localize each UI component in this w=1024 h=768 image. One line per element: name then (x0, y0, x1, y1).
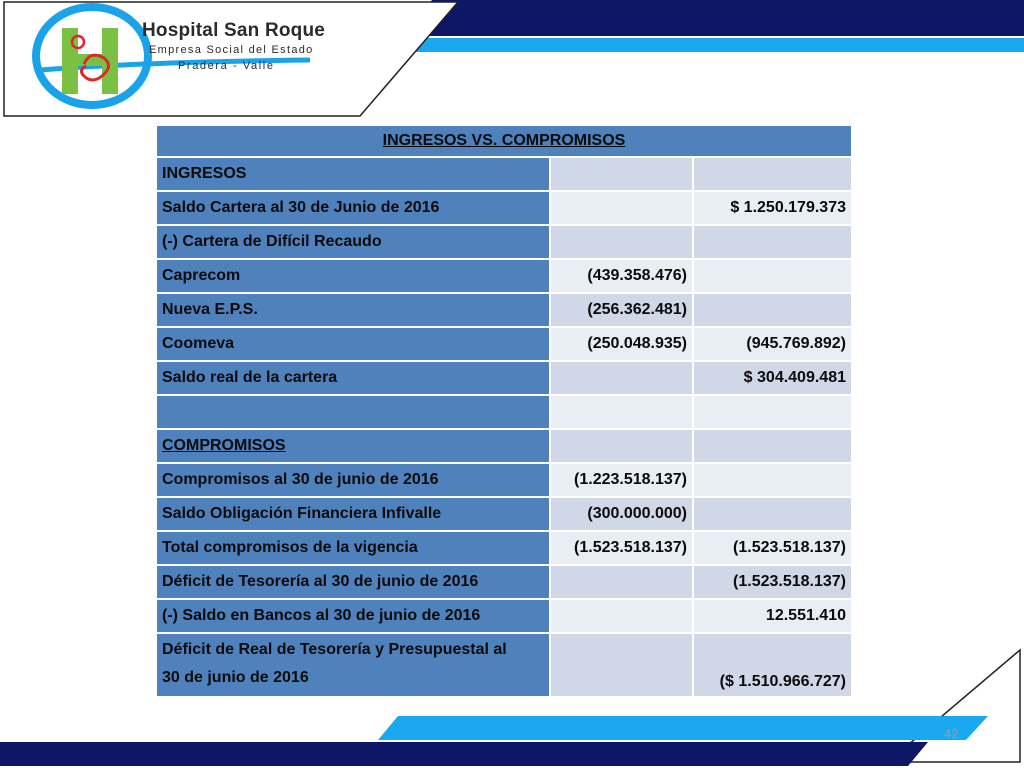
row-label (157, 396, 551, 430)
row-label: Saldo Cartera al 30 de Junio de 2016 (157, 192, 551, 226)
row-value-col1: (1.523.518.137) (551, 532, 694, 566)
row-label: Saldo real de la cartera (157, 362, 551, 396)
table-row (157, 192, 853, 226)
table-row (157, 328, 853, 362)
table-row (157, 260, 853, 294)
row-value-col1 (551, 430, 694, 464)
row-value-col1 (551, 634, 694, 698)
table-row (157, 226, 853, 260)
row-value-col1 (551, 600, 694, 634)
logo-subtitle: Empresa Social del Estado (149, 44, 314, 56)
row-value-col2: (1.523.518.137) (694, 566, 853, 600)
table-row (157, 566, 853, 600)
row-label: Nueva E.P.S. (157, 294, 551, 328)
row-value-col2 (694, 294, 853, 328)
table-row (157, 430, 853, 464)
footer-navy-bar (0, 742, 928, 766)
row-label: Compromisos al 30 de junio de 2016 (157, 464, 551, 498)
row-value-col1 (551, 362, 694, 396)
row-label: Total compromisos de la vigencia (157, 532, 551, 566)
row-value-col2: $ 304.409.481 (694, 362, 853, 396)
row-value-col2 (694, 226, 853, 260)
row-value-col2 (694, 430, 853, 464)
row-value-col2: 12.551.410 (694, 600, 853, 634)
row-label: COMPROMISOS (157, 430, 551, 464)
row-value-col2: $ 1.250.179.373 (694, 192, 853, 226)
row-label: (-) Cartera de Difícil Recaudo (157, 226, 551, 260)
table-title-row (157, 126, 853, 158)
table-title: INGRESOS VS. COMPROMISOS (157, 126, 853, 158)
footer-cyan-bar (378, 716, 988, 740)
table-row (157, 532, 853, 566)
row-label: Déficit de Real de Tesorería y Presupuestal al 30 de junio de 2016 (157, 634, 551, 698)
row-label: Déficit de Tesorería al 30 de junio de 2016 (157, 566, 551, 600)
row-label: Coomeva (157, 328, 551, 362)
table-row (157, 294, 853, 328)
table-row (157, 158, 853, 192)
table-row (157, 498, 853, 532)
header-cyan-bar (388, 38, 1024, 52)
header-navy-bar (400, 0, 1024, 36)
table-row (157, 396, 853, 430)
row-value-col1 (551, 192, 694, 226)
row-value-col2: (1.523.518.137) (694, 532, 853, 566)
row-value-col2 (694, 396, 853, 430)
row-value-col2 (694, 498, 853, 532)
row-value-col1: (250.048.935) (551, 328, 694, 362)
table-row (157, 600, 853, 634)
row-value-col1 (551, 566, 694, 600)
finance-table (157, 126, 853, 698)
table-row (157, 464, 853, 498)
row-label: (-) Saldo en Bancos al 30 de junio de 2016 (157, 600, 551, 634)
row-value-col1 (551, 158, 694, 192)
row-value-col2: (945.769.892) (694, 328, 853, 362)
row-value-col2 (694, 464, 853, 498)
row-value-col1 (551, 396, 694, 430)
row-value-col2 (694, 260, 853, 294)
row-label: INGRESOS (157, 158, 551, 192)
row-value-col2 (694, 158, 853, 192)
logo-location: Pradera - Valle (178, 60, 275, 72)
row-value-col2: ($ 1.510.966.727) (694, 634, 853, 698)
table-row (157, 634, 853, 698)
row-value-col1: (256.362.481) (551, 294, 694, 328)
row-value-col1: (1.223.518.137) (551, 464, 694, 498)
row-label: Caprecom (157, 260, 551, 294)
row-label: Saldo Obligación Financiera Infivalle (157, 498, 551, 532)
row-value-col1: (439.358.476) (551, 260, 694, 294)
page-number: 42 (944, 726, 959, 741)
logo-title: Hospital San Roque (142, 20, 326, 41)
row-value-col1 (551, 226, 694, 260)
row-value-col1: (300.000.000) (551, 498, 694, 532)
table-row (157, 362, 853, 396)
